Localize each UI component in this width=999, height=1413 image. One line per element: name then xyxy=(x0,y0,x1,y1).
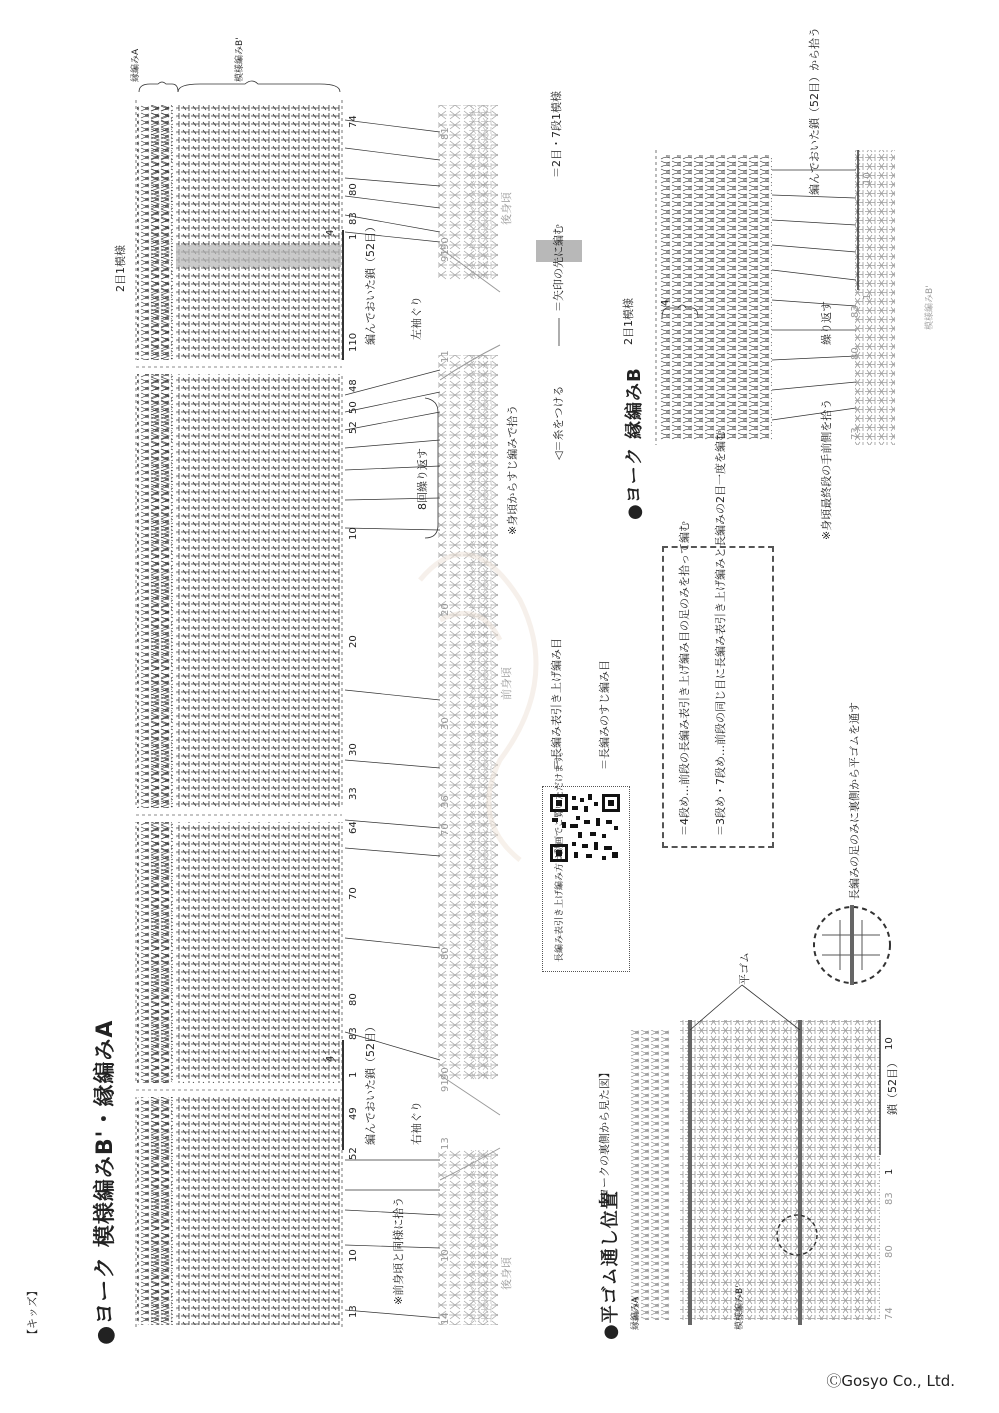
box-line2: ＝3段め・7段め…前段の同じ目に長編み表引き上げ編みと長編みの2目一度を編む xyxy=(714,430,727,836)
repeat-highlight xyxy=(176,245,341,267)
row-num-80-gray: 80 xyxy=(440,947,451,960)
border-b-num-1: 1 xyxy=(862,293,873,300)
kids-label: 【キッズ】 xyxy=(26,1285,39,1340)
note-pick-body: ※身頃からすじ編みで拾う xyxy=(506,404,519,535)
border-b-gray-rows xyxy=(855,150,895,445)
bracket-pattern-b xyxy=(178,81,340,92)
row-num-64: 64 xyxy=(348,821,359,834)
row-num-4: 4 xyxy=(325,229,336,236)
border-b-num-4: 4 xyxy=(660,299,671,306)
label-chain-reserved-left: 編んでおいた鎖（52目） xyxy=(364,221,377,345)
row-num-1-b: 1 xyxy=(348,1071,359,1078)
border-b-label-2st: 2目1模様 xyxy=(622,298,635,345)
pickup-arrows xyxy=(345,120,440,1318)
legend-gray-bar: ＝2目・7段1模様 xyxy=(550,91,563,178)
qr-note-text: 長編み表引き上げ編み方は動画でご覧いただけます。 xyxy=(555,746,565,962)
border-b-chart-title: ●ヨーク 縁編みB xyxy=(624,367,645,520)
row-num-83: 83 xyxy=(348,212,359,225)
row-num-10-b: 10 xyxy=(348,1249,359,1262)
elastic-num-83: 83 xyxy=(884,1192,895,1205)
row-num-20-gray: 20 xyxy=(440,603,451,616)
border-b-label-pattern: 模様編みB' xyxy=(925,285,935,330)
elastic-dc-band xyxy=(680,1020,880,1320)
row-num-49: 49 xyxy=(348,1107,359,1120)
label-front-body: 前身頃 xyxy=(500,667,513,700)
row-num-90: 90 xyxy=(440,237,451,250)
elastic-num-1: 1 xyxy=(884,1168,895,1175)
border-b-label-repeat: 繰り返す xyxy=(820,301,833,345)
row-num-80: 80 xyxy=(348,183,359,196)
border-b-num-83: 83 xyxy=(850,305,861,318)
row-num-110: 110 xyxy=(348,332,359,352)
row-num-91: 91 xyxy=(440,249,451,262)
row-num-33: 33 xyxy=(348,787,359,800)
border-b-arrows xyxy=(772,170,856,420)
border-b-fan-band xyxy=(660,155,772,440)
legend-arrow-end: ＝矢印の先に編む xyxy=(552,224,565,312)
legend-dc-back-loop: ＝長編みのすじ編み目 xyxy=(598,660,611,770)
row-num-80-b: 80 xyxy=(348,993,359,1006)
label-left-armhole: 左袖ぐり xyxy=(410,296,423,340)
label-pattern-b: 模様編みB' xyxy=(235,37,245,82)
row-num-90-b: 90 xyxy=(440,1067,451,1080)
row-num-70-gray: 70 xyxy=(440,823,451,836)
label-right-armhole: 右袖ぐり xyxy=(410,1101,423,1145)
row-num-10-gray: 10 xyxy=(440,1249,451,1262)
row-num-20: 20 xyxy=(348,635,359,648)
v-stitch-band xyxy=(150,105,172,1325)
label-8-repeat: 8回繰り返す xyxy=(416,448,429,510)
border-b-num-80: 80 xyxy=(850,347,861,360)
legend-attach-yarn: ◁＝糸をつける xyxy=(552,385,565,460)
main-chart-title: ●ヨーク 模様編みB'・縁編みA xyxy=(93,1019,118,1345)
row-num-52-b: 52 xyxy=(348,1147,359,1160)
elastic-label-border-a: 縁編みA xyxy=(631,1296,641,1330)
copyright: ⒸGosyo Co., Ltd. xyxy=(826,1372,955,1390)
row-num-1: 1 xyxy=(348,233,359,240)
box-line1: ＝4段め…前段の長編み表引き上げ編み目の足のみを拾って編む xyxy=(678,521,691,836)
row-num-50: 50 xyxy=(348,401,359,414)
row-num-4-b: 4 xyxy=(325,1055,336,1062)
elastic-label-chain: 鎖（52目） xyxy=(886,1057,899,1115)
row-num-10: 10 xyxy=(348,527,359,540)
elastic-chart-subtitle: 【ヨークの裏側から見た図】 xyxy=(598,1067,611,1210)
armhole-gap-left xyxy=(436,280,506,355)
row-num-48: 48 xyxy=(348,379,359,392)
row-num-83-b: 83 xyxy=(348,1027,359,1040)
label-border-a: 縁編みA xyxy=(131,48,141,82)
elastic-circle-note: 長編みの足のみに裏側から平ゴムを通す xyxy=(848,702,861,900)
elastic-num-10: 10 xyxy=(884,1037,895,1050)
note-pick-front: ※前身頃と同様に拾う xyxy=(392,1196,405,1305)
elastic-fan-band xyxy=(630,1030,670,1320)
label-back-body-bottom: 後身頃 xyxy=(500,1257,513,1290)
elastic-num-80: 80 xyxy=(884,1245,895,1258)
pattern-b-band xyxy=(176,105,341,1325)
row-num-81: 81 xyxy=(440,127,451,140)
row-num-91-b: 91 xyxy=(440,1079,451,1092)
label-2st-repeat: 2目1模様 xyxy=(114,245,127,292)
border-b-note-pick: ※身頃最終段の手前側を拾う xyxy=(820,398,833,540)
row-num-70: 70 xyxy=(348,887,359,900)
row-num-13: 13 xyxy=(348,1305,359,1318)
row-num-30: 30 xyxy=(348,743,359,756)
border-b-num-73: 73 xyxy=(850,427,861,440)
row-num-13-gray: 13 xyxy=(440,1137,451,1150)
row-num-52: 52 xyxy=(348,421,359,434)
label-back-body-top: 後身頃 xyxy=(500,192,513,225)
row-num-30-gray: 30 xyxy=(440,717,451,730)
row-num-74: 74 xyxy=(348,115,359,128)
label-elastic: 平ゴム xyxy=(738,952,751,985)
border-b-label-chain: 編んでおいた鎖（52目）から拾う xyxy=(808,27,821,195)
border-b-num-10: 10 xyxy=(862,172,873,185)
row-num-11: 11 xyxy=(440,350,451,363)
legend-fp-dc: ＝長編み表引き上げ編み目 xyxy=(550,638,563,770)
row-num-36: 36 xyxy=(440,795,451,808)
row-num-14: 14 xyxy=(440,1312,451,1325)
elastic-num-74: 74 xyxy=(884,1307,895,1320)
elastic-chart-title: ●平ゴム通し位置 xyxy=(600,1190,621,1340)
elastic-label-pattern-b: 模様編みB' xyxy=(735,1285,745,1330)
label-chain-reserved-right: 編んでおいた鎖（52目） xyxy=(364,1021,377,1145)
bracket-border-a xyxy=(139,82,178,92)
